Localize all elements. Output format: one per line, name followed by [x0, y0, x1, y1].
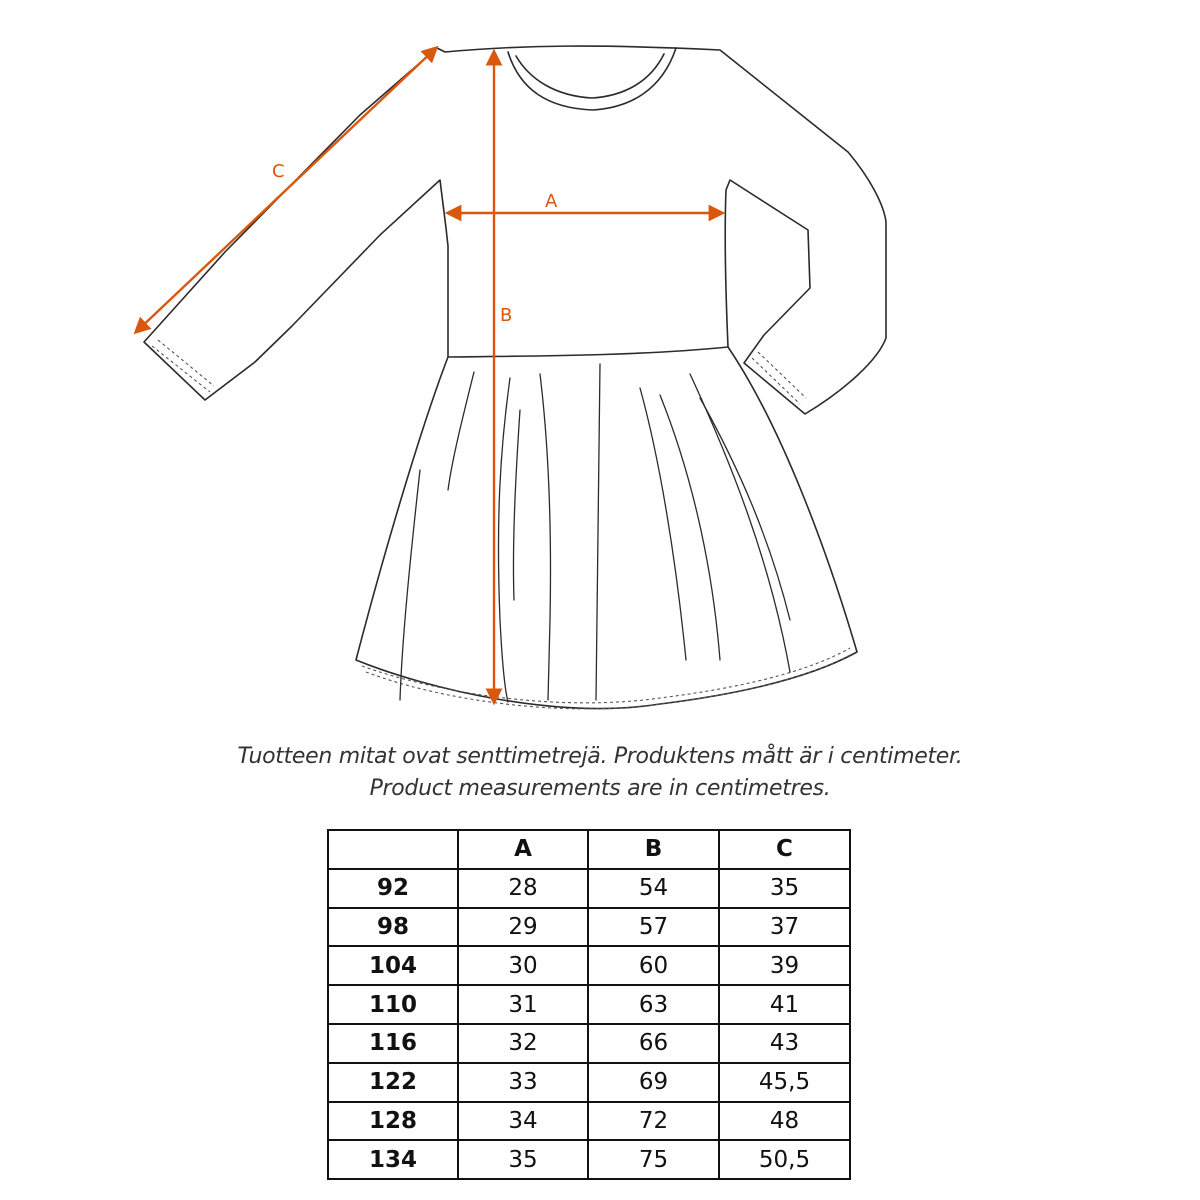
measurement-arrows: [136, 48, 722, 702]
size-cell: 110: [328, 985, 458, 1024]
size-cell: 128: [328, 1102, 458, 1141]
c-cell: 39: [719, 946, 850, 985]
measure-a-label: A: [545, 191, 558, 212]
header-c: C: [719, 830, 850, 869]
c-cell: 35: [719, 869, 850, 908]
b-cell: 63: [588, 985, 719, 1024]
a-cell: 31: [458, 985, 588, 1024]
caption-line-2: Product measurements are in centimetres.: [369, 776, 831, 801]
a-cell: 32: [458, 1024, 588, 1063]
size-cell: 92: [328, 869, 458, 908]
size-table: [327, 829, 851, 1180]
b-cell: 54: [588, 869, 719, 908]
header-b: B: [588, 830, 719, 869]
b-cell: 60: [588, 946, 719, 985]
measure-c-arrow: [136, 48, 436, 332]
a-cell: 34: [458, 1102, 588, 1141]
size-cell: 104: [328, 946, 458, 985]
table-row: [328, 1063, 850, 1102]
a-cell: 29: [458, 908, 588, 947]
size-cell: 116: [328, 1024, 458, 1063]
a-cell: 33: [458, 1063, 588, 1102]
b-cell: 57: [588, 908, 719, 947]
table-row: [328, 1024, 850, 1063]
b-cell: 75: [588, 1140, 719, 1179]
c-cell: 48: [719, 1102, 850, 1141]
b-cell: 72: [588, 1102, 719, 1141]
table-row: [328, 908, 850, 947]
size-cell: 98: [328, 908, 458, 947]
c-cell: 37: [719, 908, 850, 947]
header-a: A: [458, 830, 588, 869]
c-cell: 45,5: [719, 1063, 850, 1102]
size-cell: 122: [328, 1063, 458, 1102]
a-cell: 35: [458, 1140, 588, 1179]
c-cell: 50,5: [719, 1140, 850, 1179]
size-cell: 134: [328, 1140, 458, 1179]
a-cell: 30: [458, 946, 588, 985]
b-cell: 69: [588, 1063, 719, 1102]
measure-b-label: B: [500, 305, 513, 326]
size-table-header-row: [328, 830, 850, 869]
c-cell: 43: [719, 1024, 850, 1063]
table-row: [328, 946, 850, 985]
b-cell: 66: [588, 1024, 719, 1063]
caption-line-1: Tuotteen mitat ovat senttimetrejä. Produktens mått är i centimeter.: [237, 744, 963, 769]
table-row: [328, 985, 850, 1024]
table-row: [328, 1102, 850, 1141]
measure-c-label: C: [272, 161, 285, 182]
header-size: [328, 830, 458, 869]
dress-outline: [144, 46, 886, 709]
c-cell: 41: [719, 985, 850, 1024]
table-row: [328, 1140, 850, 1179]
a-cell: 28: [458, 869, 588, 908]
table-row: [328, 869, 850, 908]
